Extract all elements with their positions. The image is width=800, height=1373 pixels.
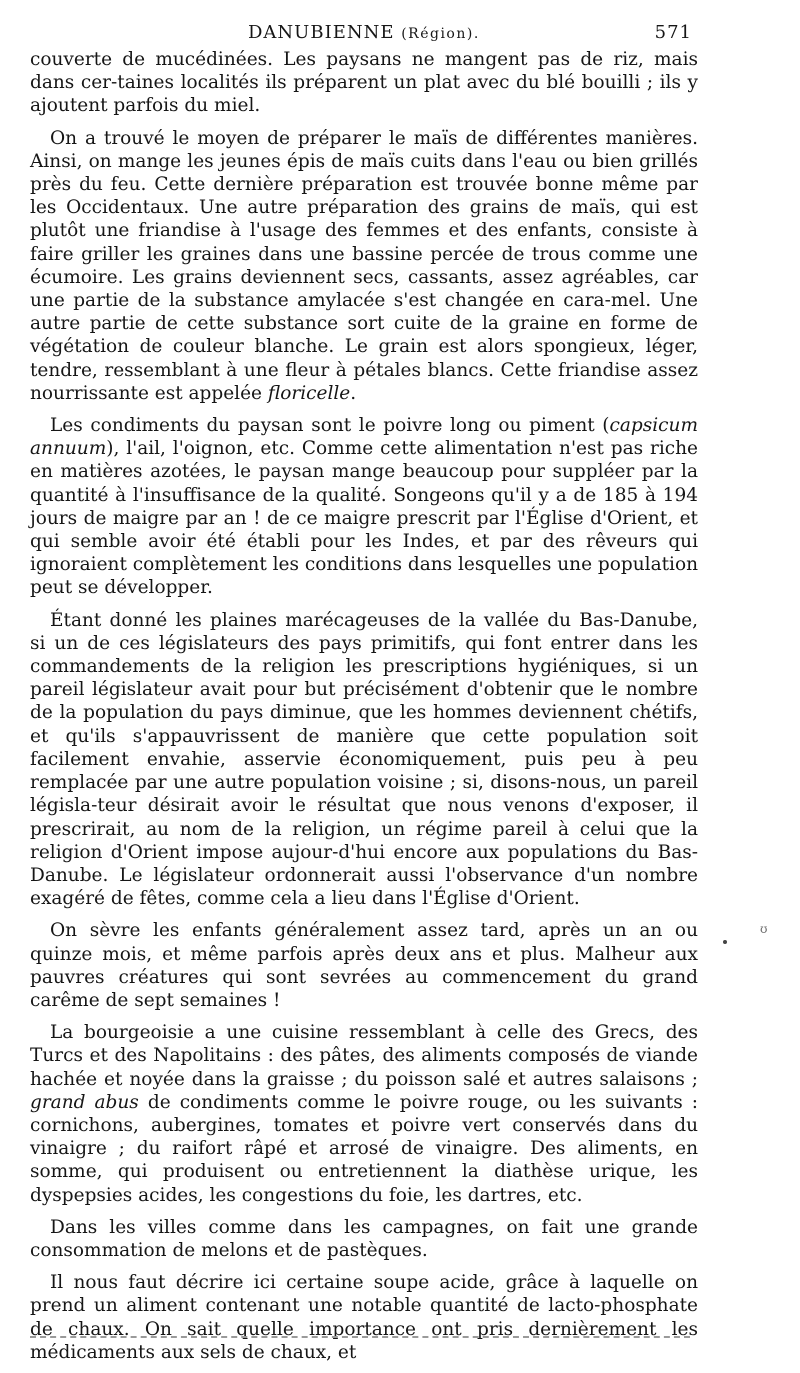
running-title [248, 22, 480, 43]
page-number: 571 [654, 22, 692, 43]
running-title-sub: (Région). [401, 26, 480, 42]
paragraph [30, 609, 698, 911]
paragraph [30, 1021, 698, 1207]
text-run: Les condiments du paysan sont le poivre long ou piment ( [50, 415, 610, 437]
bottom-rule [30, 1336, 690, 1338]
text-run: ), l'ail, l'oignon, etc. Comme cette alimentation n'est pas riche en matières azotées, le paysan mange beaucoup pour suppléer par la quantité à l'insuffisance de la qualité. Songeons qu'il y a de 185 à 194 jours de maigre par an ! de ce maigre prescrit par l'Église d'Orient, et qui semble avoir été établi pour les Indes, et par des rêveurs qui ignoraient complètement les conditions dans lesquelles une population peut se développer. [30, 438, 698, 599]
text-run: couverte de mucédinées. Les paysans ne mangent pas de riz, mais dans cer-taines localités ils préparent un plat avec du blé bouilli ; ils y ajoutent parfois du miel. [30, 49, 698, 117]
body-text [30, 48, 698, 1364]
text-run: La bourgeoisie a une cuisine ressemblant à celle des Grecs, des Turcs et des Napolitains : des pâtes, des aliments composés de viande hachée et noyée dans la graisse ; du poisson salé et autres salaisons ; [30, 1022, 698, 1090]
running-title-main: DANUBIENNE [248, 22, 395, 43]
italic-text: floricelle [267, 382, 351, 404]
italic-text: grand abus [30, 1091, 139, 1113]
paragraph [30, 414, 698, 600]
margin-mark: ʊ [760, 922, 768, 936]
text-run: . [350, 382, 357, 404]
text-run: de condiments comme le poivre rouge, ou les suivants : cornichons, aubergines, tomates et poivre vert conservés dans du vinaigre ; du raifort râpé et arrosé de vinaigre. Des aliments, en somme, qui produisent ou entretiennent la diathèse urique, les dyspepsies acides, les congestions du foie, les dartres, etc. [30, 1091, 698, 1206]
book-page [30, 22, 698, 1373]
paragraph [30, 919, 698, 1012]
paragraph [30, 127, 698, 405]
text-run: On sèvre les enfants généralement assez tard, après un an ou quinze mois, et même parfois après deux ans et plus. Malheur aux pauvres créatures qui sont sevrées au commencement du grand carême de sept semaines ! [30, 920, 698, 1011]
text-run: Dans les villes comme dans les campagnes, on fait une grande consommation de melons et de pastèques. [30, 1216, 698, 1261]
text-run: Étant donné les plaines marécageuses de la vallée du Bas-Danube, si un de ces législateurs des pays primitifs, qui font entrer dans les commandements de la religion les prescriptions hygiéniques, si un pareil législateur avait pour but précisément d'obtenir que le nombre de la population du pays diminue, que les hommes deviennent chétifs, et qu'ils s'appauvrissent de manière que cette population soit facilement envahie, asservie économiquement, puis peu à peu remplacée par une autre population voisine ; si, disons-nous, un pareil législa-teur désirait avoir le résultat que nous venons d'exposer, il prescrirait, au nom de la religion, un régime pareil à celui que la religion d'Orient impose aujour-d'hui encore aux populations du Bas-Danube. Le législateur ordonnerait aussi l'observance d'un nombre exagéré de fêtes, comme cela a lieu dans l'Église d'Orient. [30, 609, 698, 910]
italic-text: capsicum annuum [30, 415, 698, 460]
paragraph [30, 1216, 698, 1262]
text-run: Il nous faut décrire ici certaine soupe acide, grâce à laquelle on prend un aliment contenant une notable quantité de lacto-phosphate de chaux. On sait quelle importance ont pris dernièrement les médicaments aux sels de chaux, et [30, 1272, 698, 1363]
ink-speck [723, 940, 727, 944]
paragraph [30, 1271, 698, 1364]
text-run: On a trouvé le moyen de préparer le maïs de différentes manières. Ainsi, on mange les jeunes épis de maïs cuits dans l'eau ou bien grillés près du feu. Cette dernière préparation est trouvée bonne même par les Occidentaux. Une autre préparation des grains de maïs, qui est plutôt une friandise à l'usage des femmes et des enfants, consiste à faire griller les graines dans une bassine percée de trous comme une écumoire. Les grains deviennent secs, cassants, assez agréables, car une partie de la substance amylacée s'est changée en cara-mel. Une autre partie de cette substance sort cuite de la graine en forme de végétation de couleur blanche. Le grain est alors spongieux, léger, tendre, ressemblant à une fleur à pétales blancs. Cette friandise assez nourrissante est appelée [30, 127, 698, 404]
running-head [30, 22, 698, 48]
paragraph [30, 48, 698, 118]
